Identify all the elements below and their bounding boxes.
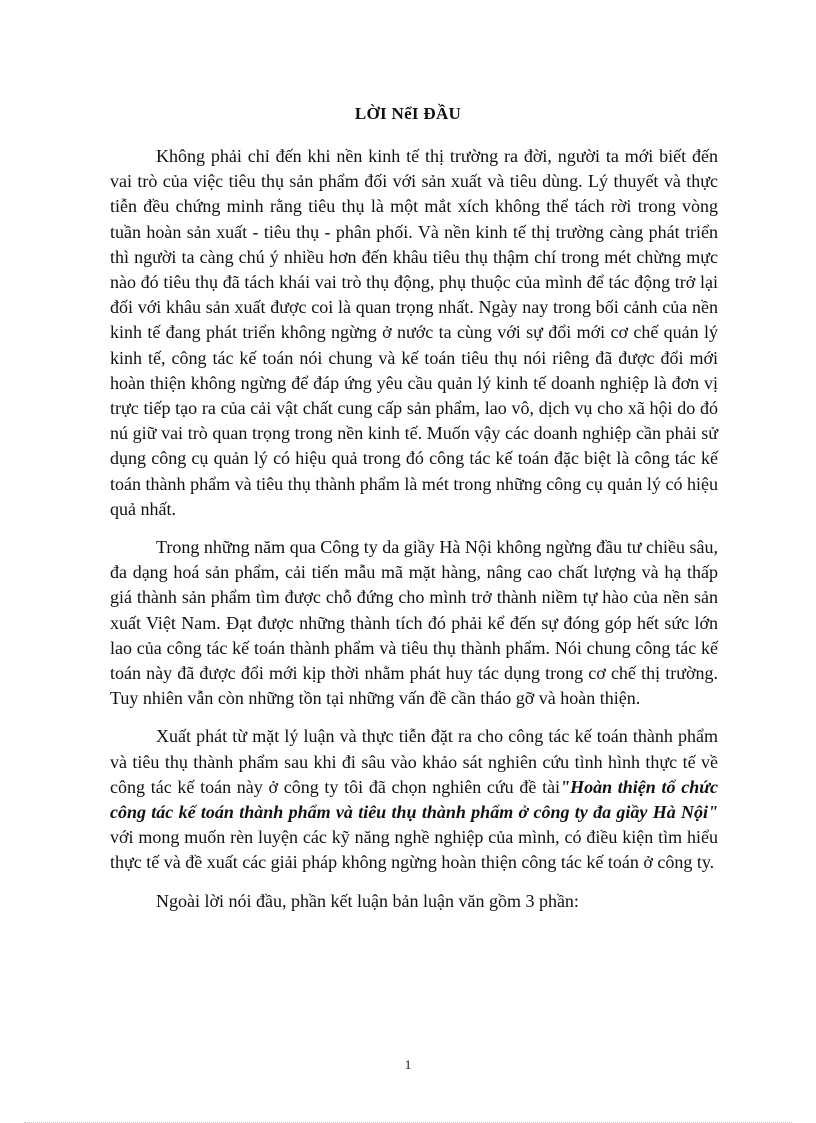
paragraph-introduction: Không phải chỉ đến khi nền kinh tế thị trường ra đời, người ta mới biết đến vai trò của việc tiêu thụ sản phẩm đối với sản xuất và tiêu dùng. Lý thuyết và thực tiễn đều chứng minh rằng tiêu thụ là một mắt xích không thể tách rời trong vòng tuần hoàn sản xuất - tiêu thụ - phân phối. Và nền kinh tế thị trường càng phát triển thì người ta càng chú ý nhiều hơn đến khâu tiêu thụ thậm chí trong mét chừng mực nào đó tiêu thụ đã tách khái vai trò thụ động, phụ thuộc của mình để tác động trở lại đối với khâu sản xuất được coi là quan trọng nhất. Ngày nay trong bối cảnh của nền kinh tế đang phát triển không ngừng ở nước ta cùng với sự đổi mới cơ chế quản lý kinh tế, công tác kế toán nói chung và kế toán tiêu thụ nói riêng đã được đổi mới hoàn thiện không ngừng để đáp ứng yêu cầu quản lý kinh tế doanh nghiệp là đơn vị trực tiếp tạo ra của cải vật chất cung cấp sản phẩm, lao vô, dịch vụ cho xã hội do đó nú giữ vai trò quan trọng trong nền kinh tế. Muốn vậy các doanh nghiệp cần phải sử dụng công cụ quản lý có hiệu quả trong đó công tác kế toán đặc biệt là công tác kế toán thành phẩm và tiêu thụ thành phẩm là mét trong những công cụ quản lý có hiệu quả nhất. [110,146,718,519]
paragraph-structure: Ngoài lời nói đầu, phần kết luận bản luận văn gồm 3 phần: [156,890,579,911]
paragraph-company: Trong những năm qua Công ty da giầy Hà Nội không ngừng đầu tư chiều sâu, đa dạng hoá sản phẩm, cải tiến mẫu mã mặt hàng, nâng cao chất lượng và hạ thấp giá thành sản phẩm tìm được chỗ đứng cho mình trở thành niềm tự hào của nền sản xuất Việt Nam. Đạt được những thành tích đó phải kể đến sự đóng góp hết sức lớn lao của công tác kế toán thành phẩm và tiêu thụ thành phẩm. Nói chung công tác kế toán này đã được đổi mới kịp thời nhằm phát huy tác dụng trong cơ chế thị trường. Tuy nhiên vẫn còn những tồn tại những vấn đề cần tháo gỡ và hoàn thiện. [110,537,718,709]
paragraph-topic-lead: Xuất phát từ mặt lý luận và thực tiễn đặt ra cho công tác kế toán thành phẩm và tiêu thụ thành phẩm sau khi đi sâu vào khảo sát nghiên cứu tình hình thực tế về công tác kế toán này ở công ty tôi đã chọn nghiên cứu đề tài [110,726,718,797]
document-body [110,144,718,927]
thesis-topic-title: "Hoàn thiện tổ chức công tác kế toán thành phẩm và tiêu thụ thành phẩm ở công ty đa giầy Hà Nội" [110,776,718,823]
page-number: 1 [404,1057,412,1072]
page-title: LỜI NểI ĐẦU [354,104,462,123]
paragraph-topic-tail: với mong muốn rèn luyện các kỹ năng nghề nghiệp của mình, có điều kiện tìm hiểu thực tế và đề xuất các giải pháp không ngừng hoàn thiện công tác kế toán ở công ty. [110,827,718,873]
paragraph-topic [110,724,718,875]
